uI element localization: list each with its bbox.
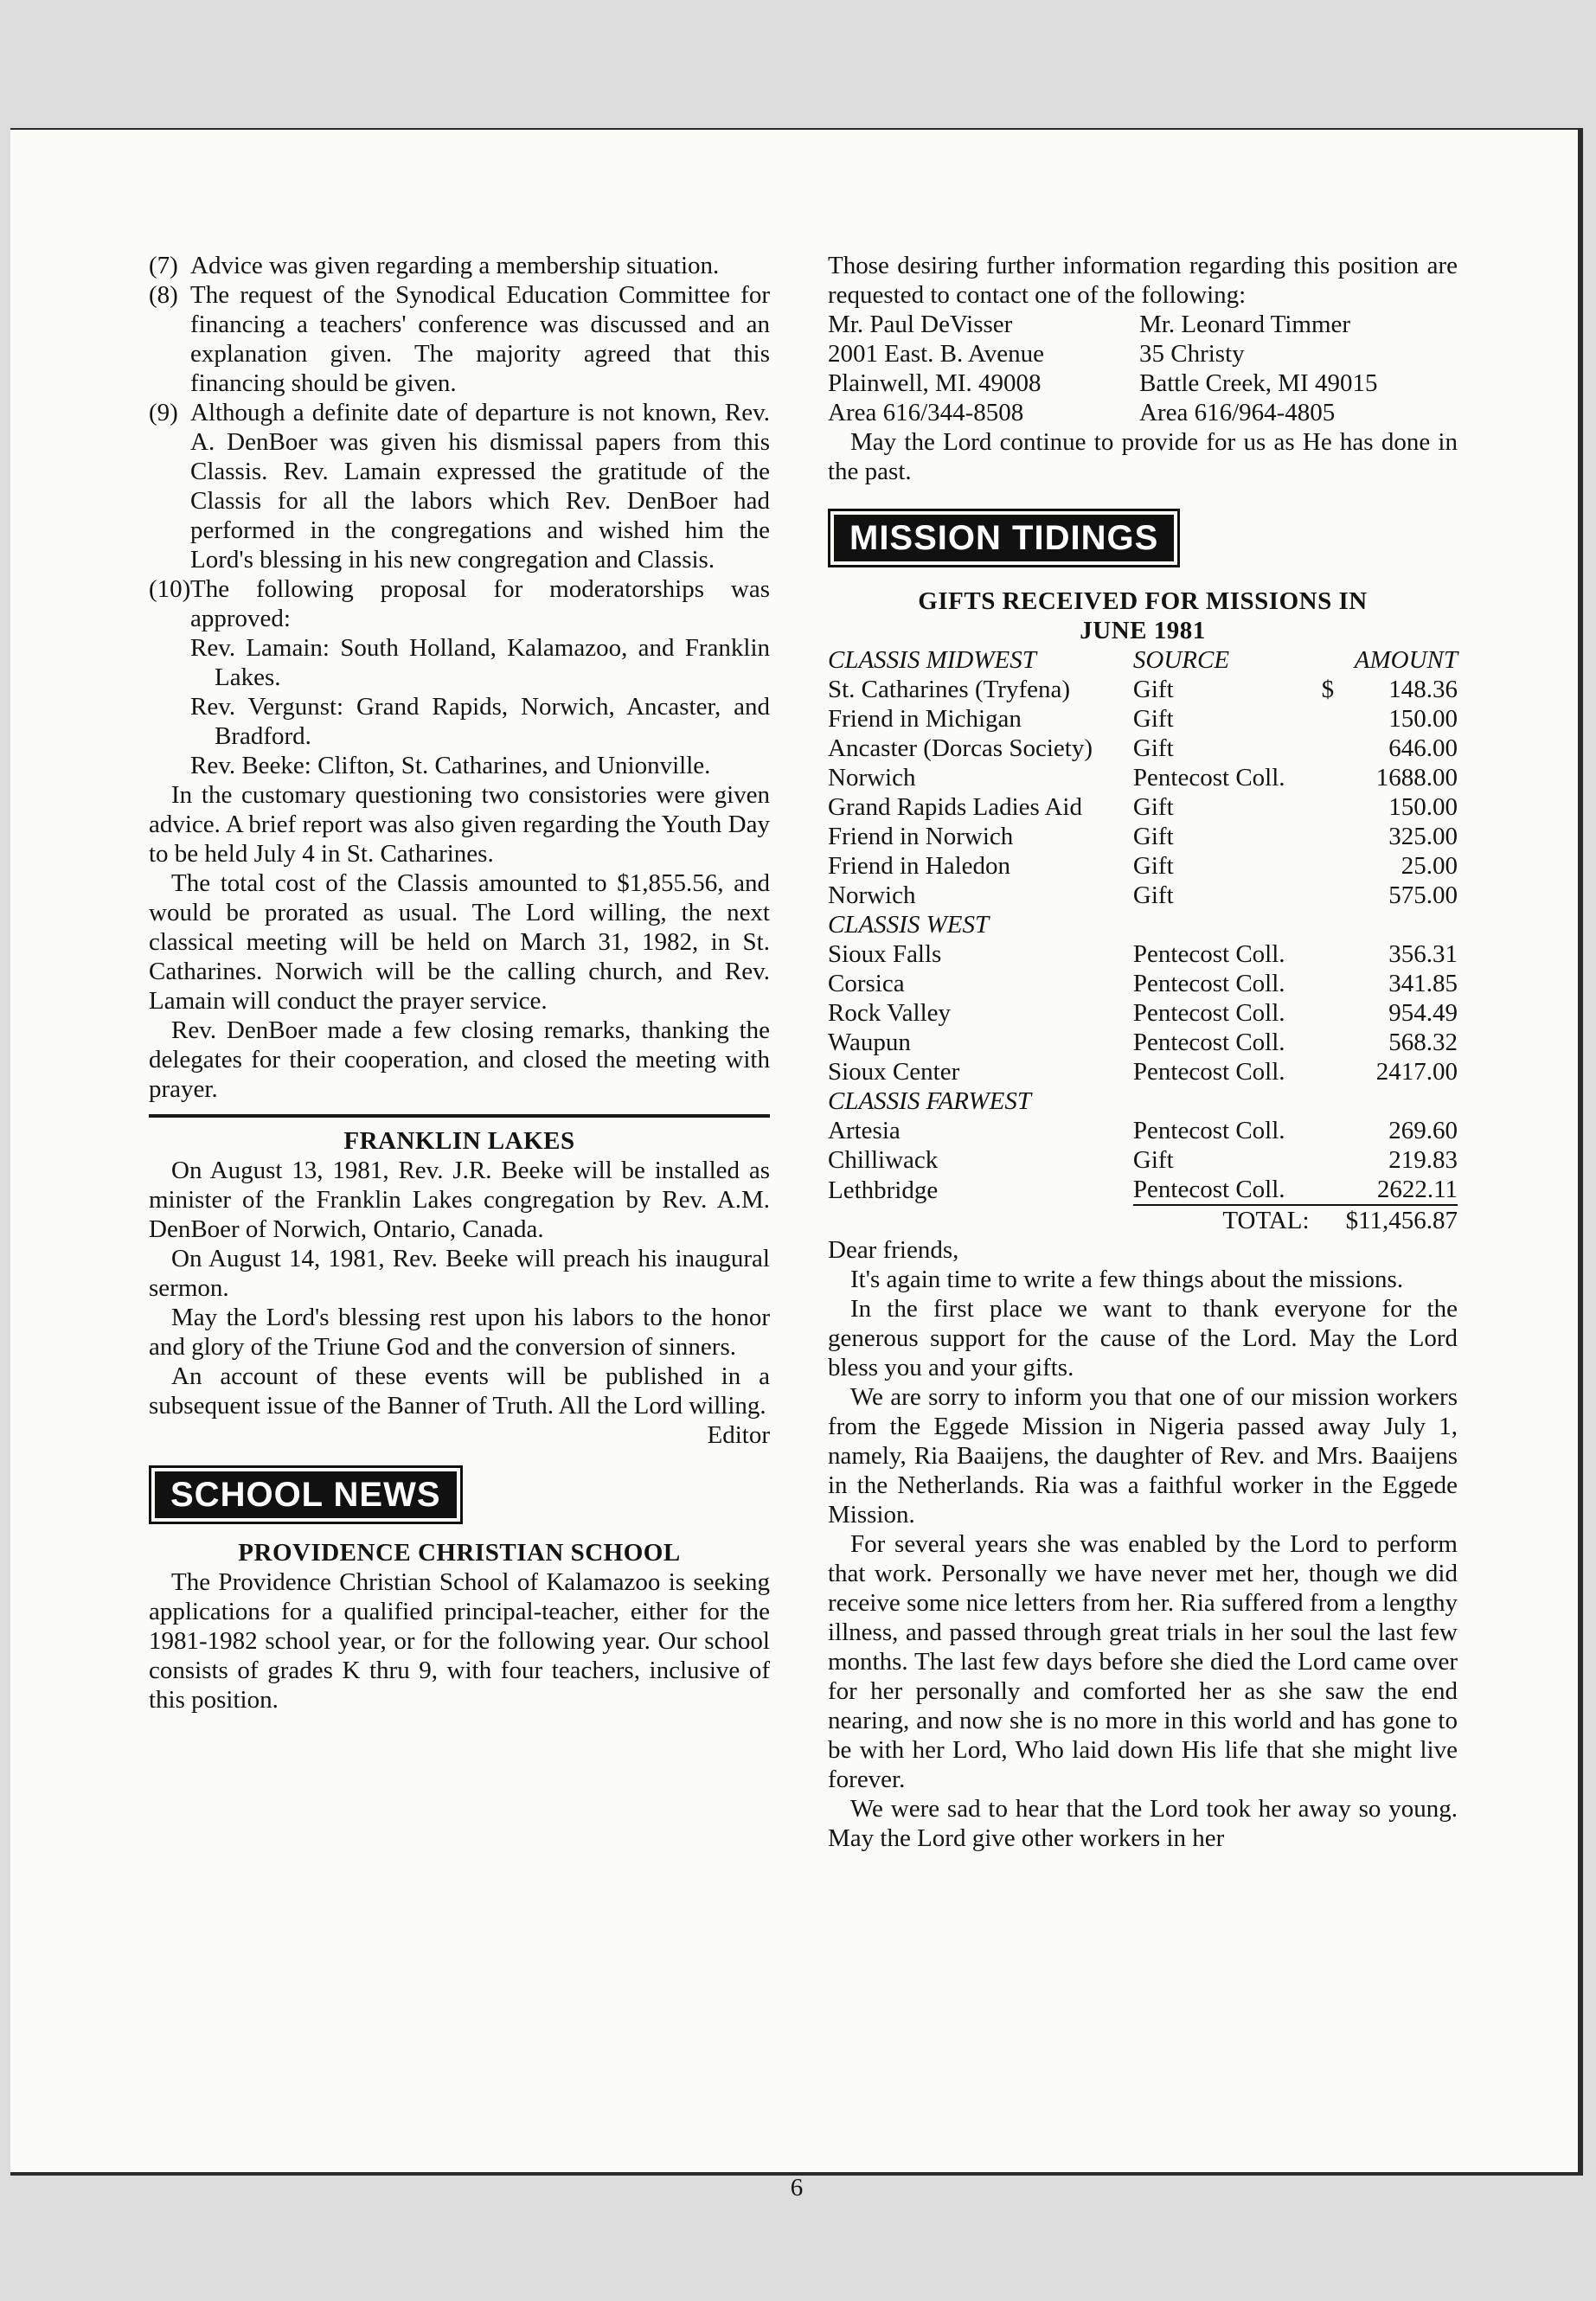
- binding-edge: [1578, 130, 1583, 2176]
- table-row: Ancaster (Dorcas Society) Gift 646.00: [828, 734, 1458, 762]
- gifts-table: [828, 645, 1458, 1235]
- school-news-banner: SCHOOL NEWS: [149, 1465, 463, 1524]
- table-row: Sioux Center Pentecost Coll. 2417.00: [828, 1058, 1458, 1086]
- table-row: Artesia Pentecost Coll. 269.60: [828, 1117, 1458, 1144]
- table-row: Friend in Haledon Gift 25.00: [828, 852, 1458, 880]
- numbered-item: (9) Although a definite date of departure is not known, Rev. A. DenBoer was given his dismissal papers from this Classis. Rev. Lamain expressed the gratitude of the Classis for all the labors which Rev. DenBoer had performed in the congregations and wished him the Lord's blessing in his new congregation and Classis.: [149, 399, 770, 574]
- table-row: Sioux Falls Pentecost Coll. 356.31: [828, 940, 1458, 968]
- table-row: Friend in Michigan Gift 150.00: [828, 705, 1458, 733]
- paragraph: An account of these events will be published in a subsequent issue of the Banner of Truth. All the Lord willing.: [149, 1362, 770, 1420]
- table-row: Grand Rapids Ladies Aid Gift 150.00: [828, 793, 1458, 821]
- school-heading: PROVIDENCE CHRISTIAN SCHOOL: [238, 1539, 681, 1567]
- paragraph: The Providence Christian School of Kalamazoo is seeking applications for a qualified principal-teacher, either for the 1981-1982 school year, or for the following year. Our school consists of grades K thru 9, with four teachers, inclusive of this position.: [149, 1568, 770, 1714]
- table-row: Chilliwack Gift 219.83: [828, 1146, 1458, 1174]
- right-column: [828, 251, 1458, 1853]
- numbered-item: (8) The request of the Synodical Education Committee for financing a teachers' conference was discussed and an explanation given. The majority agreed that this financing should be given.: [149, 281, 770, 397]
- table-row: Corsica Pentecost Coll. 341.85: [828, 970, 1458, 997]
- paragraph: We are sorry to inform you that one of our mission workers from the Eggede Mission in Nigeria passed away July 1, namely, Ria Baaijens, the daughter of Rev. and Mrs. Baaijens in the Netherlands. Ria was a faithful worker in the Eggede Mission.: [828, 1383, 1458, 1529]
- paragraph: On August 13, 1981, Rev. J.R. Beeke will be installed as minister of the Franklin Lakes congregation by Rev. A.M. DenBoer of Norwich, Ontario, Canada.: [149, 1157, 770, 1243]
- table-row: Norwich Pentecost Coll. 1688.00: [828, 764, 1458, 792]
- paragraph: We were sad to hear that the Lord took her away so young. May the Lord give other workers in her: [828, 1795, 1458, 1852]
- paragraph: May the Lord's blessing rest upon his labors to the honor and glory of the Triune God and the conversion of sinners.: [149, 1304, 770, 1361]
- table-row: Rock Valley Pentecost Coll. 954.49: [828, 999, 1458, 1027]
- moderator-entry: Rev. Beeke: Clifton, St. Catharines, and Unionville.: [190, 752, 711, 779]
- total-row: TOTAL: $11,456.87: [1222, 1207, 1458, 1234]
- classis-row: CLASSIS FARWEST: [828, 1087, 1031, 1115]
- table-row: Waupun Pentecost Coll. 568.32: [828, 1029, 1458, 1056]
- classis-row: CLASSIS WEST: [828, 911, 990, 939]
- page-number: 6: [790, 2174, 804, 2202]
- salutation: Dear friends,: [828, 1236, 959, 1264]
- franklin-lakes-heading: FRANKLIN LAKES: [343, 1127, 575, 1155]
- paragraph: May the Lord continue to provide for us as He has done in the past.: [828, 428, 1458, 485]
- paragraph: In the customary questioning two consistories were given advice. A brief report was also given regarding the Youth Day to be held July 4 in St. Catharines.: [149, 781, 770, 868]
- mission-tidings-banner: MISSION TIDINGS: [828, 509, 1180, 567]
- paragraph: Those desiring further information regarding this position are requested to contact one of the following:: [828, 252, 1458, 309]
- paragraph: In the first place we want to thank everyone for the generous support for the cause of the Lord. May the Lord bless you and your gifts.: [828, 1295, 1458, 1381]
- table-row: Lethbridge Pentecost Coll. 2622.11: [828, 1176, 1458, 1204]
- moderator-entry: Rev. Vergunst: Grand Rapids, Norwich, Ancaster, and Bradford.: [190, 693, 770, 750]
- moderator-entry: Rev. Lamain: South Holland, Kalamazoo, and Franklin Lakes.: [190, 634, 770, 691]
- table-row: Norwich Gift 575.00: [828, 881, 1458, 909]
- gifts-heading: GIFTS RECEIVED FOR MISSIONS IN: [918, 587, 1368, 615]
- paragraph: On August 14, 1981, Rev. Beeke will preach his inaugural sermon.: [149, 1245, 770, 1302]
- section-divider: [149, 1114, 770, 1118]
- table-row: St. Catharines (Tryfena) Gift $ 148.36: [828, 676, 1458, 703]
- paragraph: For several years she was enabled by the Lord to perform that work. Personally we have never met her, though we did receive some nice letters from her. Ria suffered from a lengthy illness, and passed through great trials in her soul the last few months. The last few days before she died the Lord came over for her personally and comforted her as she saw the end nearing, and now she is no more in this world and has gone to be with her Lord, Who laid down His life that she might live forever.: [828, 1530, 1458, 1793]
- numbered-item: (7) Advice was given regarding a membership situation.: [149, 252, 720, 279]
- contact-list: [828, 310, 1458, 427]
- page-sheet: [10, 128, 1583, 2202]
- left-column: [149, 251, 770, 1715]
- editor-signature: Editor: [707, 1421, 770, 1449]
- contact-card: Mr. Paul DeVisser 2001 East. B. Avenue Plainwell, MI. 49008 Area 616/344-8508: [828, 311, 1044, 426]
- table-header-row: CLASSIS MIDWEST SOURCE AMOUNT: [828, 646, 1458, 674]
- numbered-item: (10) The following proposal for moderatorships was approved:: [149, 575, 770, 632]
- contact-card: Mr. Leonard Timmer 35 Christy Battle Creek, MI 49015 Area 616/964-4805: [1139, 311, 1378, 426]
- paragraph: It's again time to write a few things about the missions.: [850, 1266, 1404, 1293]
- gifts-heading-month: JUNE 1981: [1080, 617, 1206, 644]
- moderator-list: [149, 633, 770, 780]
- table-row: Friend in Norwich Gift 325.00: [828, 823, 1458, 850]
- paragraph: The total cost of the Classis amounted to $1,855.56, and would be prorated as usual. The Lord willing, the next classical meeting will be held on March 31, 1982, in St. Catharines. Norwich will be the calling church, and Rev. Lamain will conduct the prayer service.: [149, 869, 770, 1015]
- paragraph: Rev. DenBoer made a few closing remarks, thanking the delegates for their cooperation, and closed the meeting with prayer.: [149, 1016, 770, 1103]
